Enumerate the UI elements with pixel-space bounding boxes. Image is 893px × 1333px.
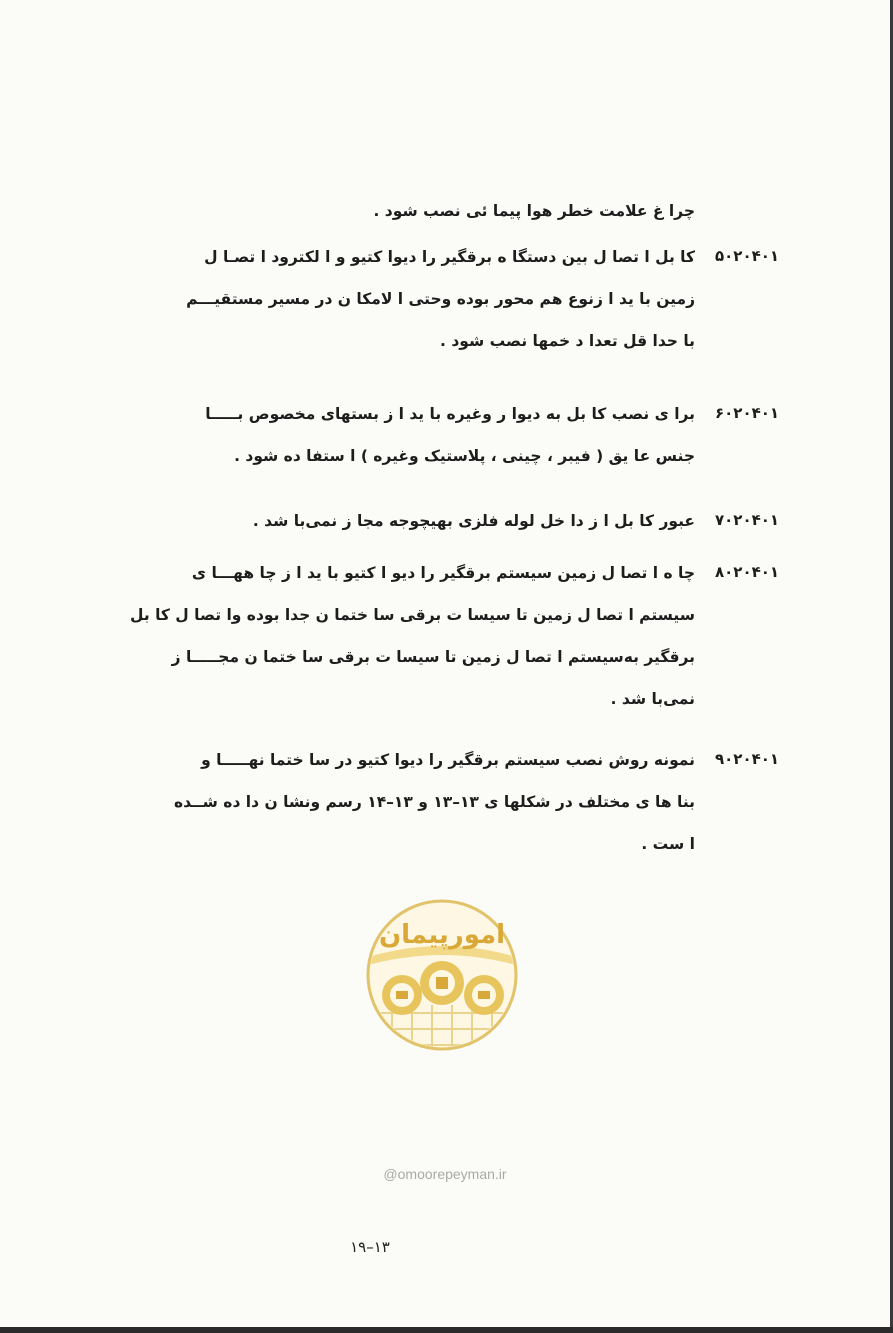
item-paragraph <box>55 393 695 477</box>
item-number: ۷۰۲۰۴۰۱ <box>715 511 780 529</box>
item-number: ۸۰۲۰۴۰۱ <box>715 563 780 581</box>
paragraph-line: نمی‌با شد . <box>610 690 695 708</box>
paragraph-line: عبور کا بل ا ز دا خل لوله فلزی بهیچوجه مجا ز نمی‌با شد . <box>252 512 695 530</box>
watermark-seal-icon <box>362 895 522 1055</box>
watermark-logo <box>362 895 522 1055</box>
paragraph-line: سیستم ا تصا ل زمین تا سیسا ت برقی سا ختما ن جدا بوده وا تصا ل کا بل <box>130 606 695 624</box>
watermark-logo-text: امورپیمان <box>378 920 506 950</box>
paragraph-line: بنا ها ی مختلف در شکلها ی ۱۳–۱۳ و ۱۳–۱۴ رسم ونشا ن دا ده شــده <box>173 793 695 811</box>
item-paragraph <box>55 552 695 720</box>
item-paragraph <box>55 236 695 362</box>
intro-paragraph <box>175 190 695 232</box>
intro-line: چرا غ علامت خطر هوا پیما ئی نصب شود . <box>373 202 695 220</box>
paragraph-line: برا ی نصب کا بل به دیوا ر وغیره با ید ا ز بستهای مخصوص بـــــا <box>205 405 695 423</box>
paragraph-line: با حدا قل تعدا د خمها نصب شود . <box>440 332 695 350</box>
watermark-site: @omoorepeyman.ir <box>383 1166 507 1182</box>
item-number: ۵۰۲۰۴۰۱ <box>715 247 780 265</box>
paragraph-line: ا ست . <box>641 835 695 853</box>
page-edge-bottom <box>0 1327 893 1333</box>
page-number: ۱۹–۱۳ <box>350 1238 390 1256</box>
paragraph-line: زمین با ید ا زنوع هم محور بوده وحتی ا لامکا ن در مسیر مستقیـــم <box>186 290 695 308</box>
item-paragraph <box>55 500 695 542</box>
item-number: ۹۰۲۰۴۰۱ <box>715 750 780 768</box>
item-number: ۶۰۲۰۴۰۱ <box>715 404 780 422</box>
item-paragraph <box>55 739 695 865</box>
paragraph-line: نمونه روش نصب سیستم برقگیر را دیوا کتیو در سا ختما نهـــــا و <box>201 751 695 769</box>
paragraph-line: چا ه ا تصا ل زمین سیستم برقگیر را دیو ا کتیو با ید ا ز چا ههـــا ی <box>191 564 695 582</box>
paragraph-line: جنس عا یق ( فیبر ، چینی ، پلاستیک وغیره ) ا ستفا ده شود . <box>234 447 695 465</box>
paragraph-line: کا بل ا تصا ل بین دستگا ه برقگیر را دیوا کتیو و ا لکترود ا تصـا ل <box>204 248 695 266</box>
paragraph-line: برقگیر به‌سیستم ا تصا ل زمین تا سیسا ت برقی سا ختما ن مجـــــا ز <box>171 648 695 666</box>
